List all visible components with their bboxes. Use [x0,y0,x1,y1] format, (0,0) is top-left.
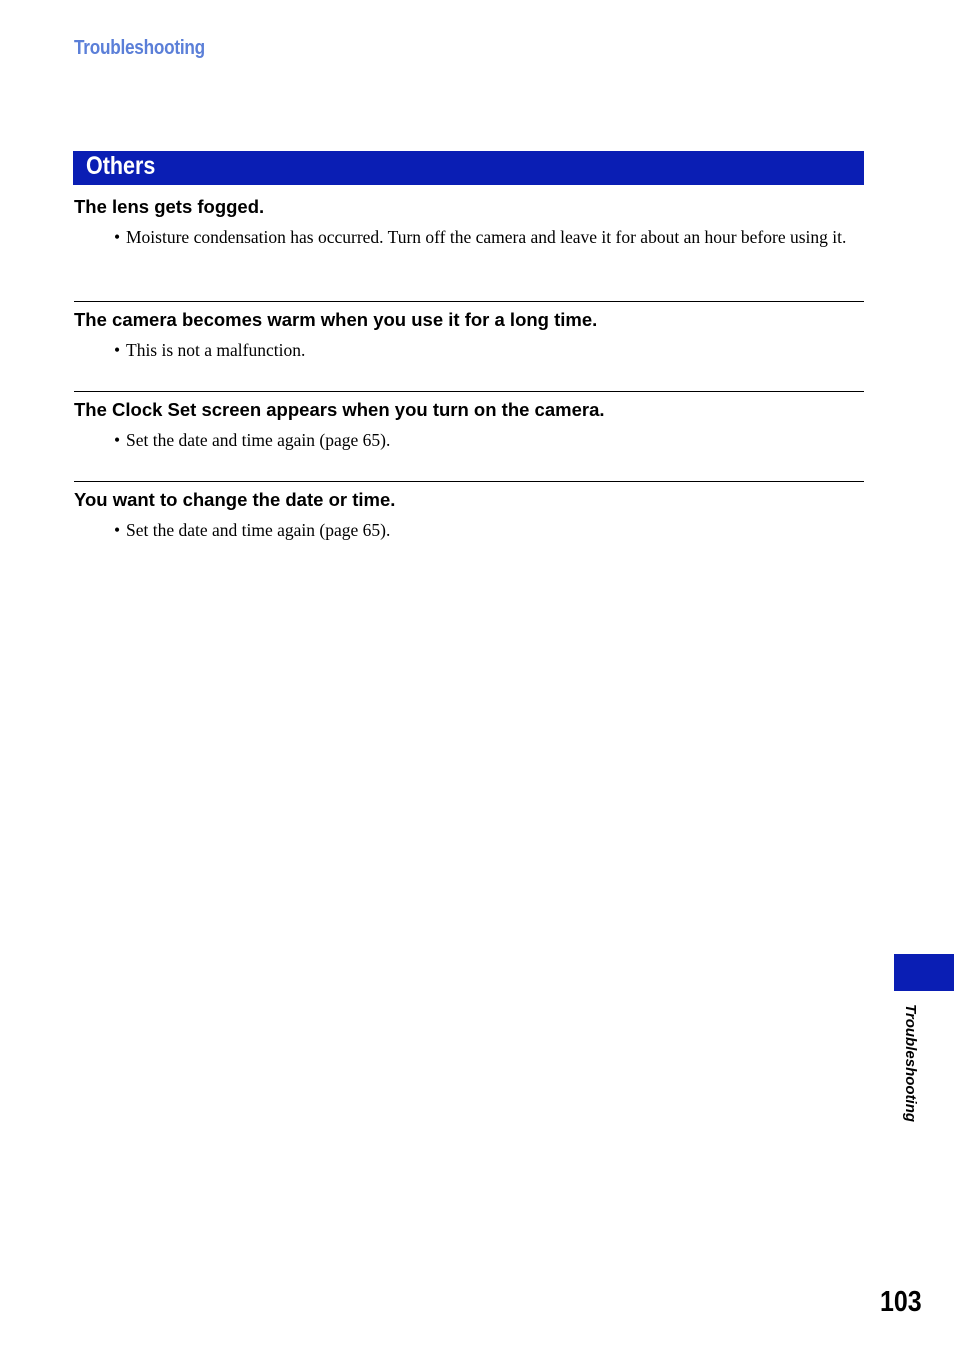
running-head: Troubleshooting [74,37,205,59]
section-title: Others [86,152,156,180]
faq-item-clock-set [74,391,864,451]
faq-question: The lens gets fogged. [74,196,265,217]
page-number: 103 [880,1286,922,1318]
bullet: • [114,227,121,247]
faq-answer-text: This is not a malfunction. [126,340,306,360]
bullet: • [114,520,121,540]
faq-question: You want to change the date or time. [74,489,396,510]
section-header-bar [73,151,864,185]
faq-question: The camera becomes warm when you use it for a long time. [74,309,598,330]
faq-answer [74,339,864,361]
faq-answer [74,226,864,248]
chapter-tab-label: Troubleshooting [902,1004,919,1123]
faq-question: The Clock Set screen appears when you turn on the camera. [74,399,605,420]
faq-item-lens-fogged [74,195,864,248]
bullet: • [114,430,121,450]
faq-answer-text: Set the date and time again (page 65). [126,430,391,450]
faq-item-change-date [74,481,864,541]
faq-answer [74,429,864,451]
faq-item-camera-warm [74,301,864,361]
faq-answer-text: Set the date and time again (page 65). [126,520,391,540]
faq-answer [74,519,864,541]
chapter-tab-marker [894,954,954,991]
faq-answer-text: Moisture condensation has occurred. Turn off the camera and leave it for about an hour before using it. [126,227,847,247]
bullet: • [114,340,121,360]
